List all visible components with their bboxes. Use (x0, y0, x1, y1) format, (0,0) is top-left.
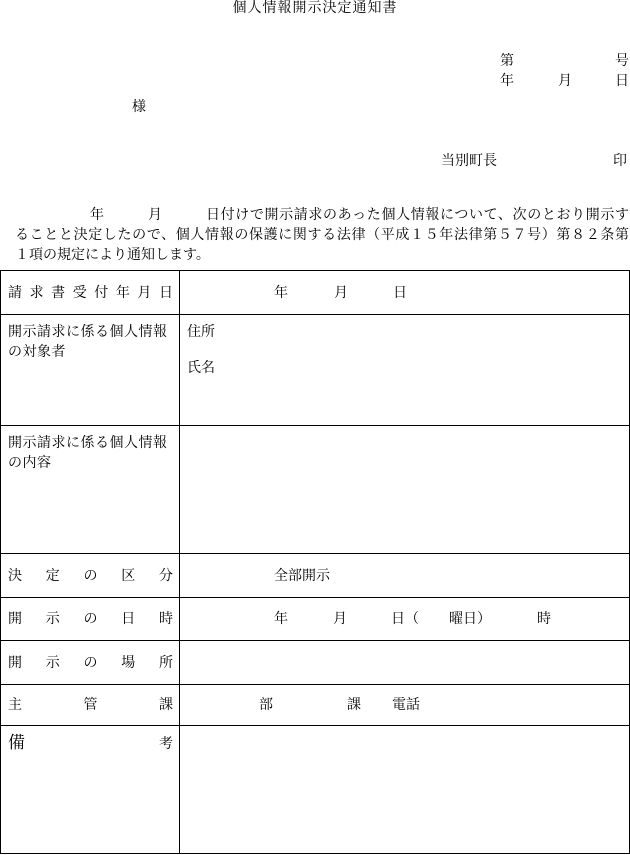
document-title: 個人情報開示決定通知書 (232, 0, 398, 16)
row-decision-category (1, 554, 629, 598)
value-cell-disclosure-place (180, 641, 629, 684)
section-label: 課 (347, 697, 361, 713)
label-cell-decision-category (1, 554, 180, 597)
address-label: 住所 (187, 324, 215, 340)
body-line1-text: 日付けで開示請求のあった個人情報について、次のとおり開示す (206, 207, 629, 223)
name-label: 氏名 (187, 360, 215, 376)
body-line1-month: 月 (148, 207, 162, 223)
row-responsible-section (1, 685, 629, 726)
disclosure-table (0, 270, 630, 854)
decision-category-label: 決定の区分 (8, 567, 173, 584)
row-request-date (1, 271, 629, 315)
body-line3-text: １項の規定により通知します。 (15, 247, 210, 263)
value-cell-remarks (180, 726, 629, 853)
value-cell-subject-person (180, 315, 629, 425)
disclosure-month: 月 (333, 611, 347, 627)
disclosure-year: 年 (274, 611, 288, 627)
request-date-year: 年 (274, 284, 288, 301)
label-cell-disclosure-place (1, 641, 180, 684)
label-cell-request-date (1, 271, 180, 314)
phone-label: 電話 (392, 697, 420, 713)
request-date-label: 請求書受付年月日 (8, 284, 173, 301)
recipient-honorific: 様 (132, 99, 146, 115)
information-content-label: 開示請求に係る個人情報の内容 (8, 435, 168, 471)
value-cell-decision-category (180, 554, 629, 597)
value-cell-information-content (180, 426, 629, 553)
label-cell-disclosure-datetime (1, 598, 180, 640)
value-cell-disclosure-datetime (180, 598, 629, 640)
row-disclosure-place (1, 641, 629, 685)
decision-category-value: 全部開示 (274, 567, 330, 584)
remarks-label-first: 備 (8, 733, 25, 753)
row-information-content (1, 426, 629, 554)
body-line2-text: ることと決定したので、個人情報の保護に関する法律（平成１５年法律第５７号）第８２条第 (15, 227, 629, 243)
remarks-label-second: 考 (159, 736, 173, 752)
row-remarks (1, 726, 629, 853)
disclosure-place-label: 開示の場所 (8, 654, 173, 671)
label-cell-subject-person (1, 315, 180, 425)
issue-date-day: 日 (615, 73, 629, 89)
label-cell-remarks (1, 726, 180, 853)
value-cell-request-date (180, 271, 629, 314)
subject-person-label: 開示請求に係る個人情報の対象者 (8, 324, 168, 360)
sender-name: 当別町長 (441, 153, 497, 169)
document-number-prefix: 第 (500, 53, 514, 69)
responsible-section-label: 主管課 (8, 697, 173, 713)
document-number-suffix: 号 (615, 53, 629, 69)
request-date-month: 月 (334, 284, 348, 301)
request-date-day: 日 (393, 284, 407, 301)
disclosure-day: 日（ (391, 611, 419, 627)
row-subject-person (1, 315, 629, 426)
issue-date-year: 年 (500, 73, 514, 89)
body-line1-year: 年 (90, 207, 104, 223)
value-cell-responsible-section (180, 685, 629, 725)
disclosure-datetime-label: 開示の日時 (8, 611, 173, 627)
row-disclosure-datetime (1, 598, 629, 641)
issue-date-month: 月 (558, 73, 572, 89)
label-cell-responsible-section (1, 685, 180, 725)
department-label: 部 (259, 697, 273, 713)
seal-mark: 印 (613, 153, 627, 169)
disclosure-weekday: 曜日） (449, 611, 491, 627)
label-cell-information-content (1, 426, 180, 553)
disclosure-hour: 時 (537, 611, 551, 627)
remarks-label (8, 733, 173, 754)
